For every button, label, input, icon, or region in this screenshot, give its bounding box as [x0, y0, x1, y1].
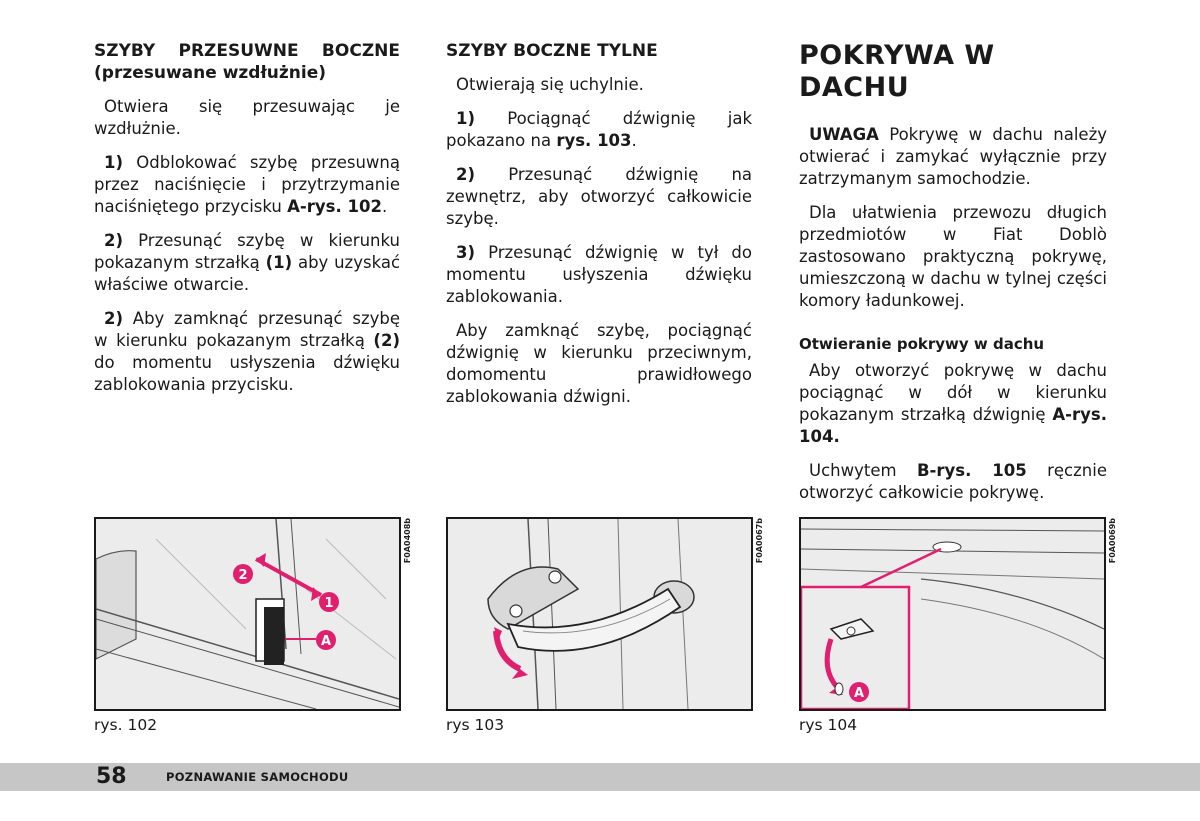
punctuation: . [631, 131, 637, 150]
callout-marker [316, 630, 336, 650]
figure-102-sliding-window [94, 517, 401, 711]
paragraph-step-lock [446, 242, 752, 308]
illustration-sliding-window [96, 519, 399, 709]
step-text: Aby zamknąć przesunąć szybę w kierunku pokazanym strzałką [94, 309, 400, 350]
column-rear-side-windows [446, 40, 752, 420]
step-number: 2) [104, 309, 124, 328]
paragraph-step-push [446, 164, 752, 230]
heading-line-1: SZYBY PRZESUWNE BOCZNE [94, 41, 400, 61]
figure-code: F0A0067b [755, 518, 764, 564]
paragraph-step-pull [446, 108, 752, 152]
paragraph-step-open [94, 230, 400, 296]
punctuation: . [381, 197, 388, 216]
warning-text: Pokrywę w dachu należy otwierać i zamykać wyłącznie przy zatrzymanym samochodzie. [799, 125, 1107, 188]
column-sliding-windows [94, 40, 400, 408]
figure-reference: rys. 103 [556, 131, 632, 150]
warning-label: UWAGA [809, 125, 879, 144]
illustration-window-lever [448, 519, 751, 709]
figure-code: F0A0408b [403, 518, 412, 564]
step-number: 3) [456, 243, 476, 262]
step-number: 1) [456, 109, 476, 128]
paragraph-step-handle [799, 460, 1107, 504]
paragraph-step-lever [799, 360, 1107, 448]
figure-reference: A-rys. 104. [799, 405, 1107, 446]
svg-text:A: A [320, 634, 332, 649]
step-text: Przesunąć szybę w kierunku pokazanym strzałką [94, 231, 400, 272]
paragraph-description: Dla ułatwienia przewozu długich przedmiotów w Fiat Doblò zastosowano praktyczną pokrywę, umieszczoną w dachu w tylnej części komory ładunkowej. [799, 203, 1107, 310]
figure-reference: A-rys. 102 [287, 197, 382, 216]
step-number: 2) [104, 231, 124, 250]
step-text: ręcznie otworzyć całkowicie pokrywę. [799, 461, 1107, 502]
step-text: Przesunąć dźwignię na zewnętrz, aby otworzyć całkowicie szybę. [446, 165, 753, 228]
figure-caption: rys 103 [446, 716, 505, 734]
section-heading-roof-hatch: POKRYWA W DACHU [799, 40, 995, 103]
step-number: 1) [104, 153, 124, 172]
svg-text:1: 1 [324, 596, 334, 611]
svg-text:A: A [853, 686, 865, 701]
paragraph-intro: Otwierają się uchylnie. [456, 75, 644, 94]
paragraph-closing: Aby zamknąć szybę, pociągnąć dźwignię w kierunku przeciwnym, domomentu prawidłowego zablokowania dźwigni. [446, 321, 752, 406]
section-heading-sliding-windows [94, 40, 400, 84]
section-heading-rear-windows: SZYBY BOCZNE TYLNE [446, 41, 658, 61]
svg-text:2: 2 [238, 568, 248, 583]
step-text: Odblokować szybę przesuwną przez naciśnięcie i przytrzymanie naciśniętego przycisku [94, 153, 400, 216]
page-footer [0, 763, 1200, 791]
page-number: 58 [96, 764, 127, 789]
step-number: 2) [456, 165, 476, 184]
step-text: Pociągnąć dźwignię jak pokazano na [446, 109, 752, 150]
arrow-reference: (2) [373, 331, 400, 350]
figure-reference: B-rys. 105 [916, 461, 1027, 480]
step-text: Uchwytem [809, 461, 897, 480]
arrow-reference: (1) [265, 253, 293, 272]
subheading-opening: Otwieranie pokrywy w dachu [799, 335, 1045, 353]
heading-line-2: (przesuwane wzdłużnie) [94, 63, 326, 83]
figure-104-roof-hatch-lever [799, 517, 1106, 711]
step-text: aby uzyskać właściwe otwarcie. [94, 253, 401, 294]
callout-marker [849, 682, 869, 702]
paragraph-warning [799, 124, 1107, 190]
chapter-title: POZNAWANIE SAMOCHODU [166, 770, 349, 784]
column-roof-hatch [799, 40, 1107, 516]
callout-marker [319, 592, 339, 612]
illustration-roof-hatch [801, 519, 1104, 709]
figure-caption: rys. 102 [94, 716, 158, 734]
figure-code: F0A0069b [1108, 518, 1117, 564]
callout-marker [233, 564, 253, 584]
step-text: do momentu usłyszenia dźwięku zablokowania przycisku. [94, 353, 400, 394]
step-text: Przesunąć dźwignię w tył do momentu usłyszenia dźwięku zablokowania. [446, 243, 752, 306]
paragraph-step-close [94, 308, 400, 396]
step-text: Aby otworzyć pokrywę w dachu pociągnąć w dół w kierunku pokazanym strzałką dźwignię [799, 361, 1107, 424]
figure-103-rear-window-lever [446, 517, 753, 711]
paragraph-step-unlock [94, 152, 400, 218]
paragraph-intro: Otwiera się przesuwając je wzdłużnie. [94, 97, 400, 138]
figure-caption: rys 104 [799, 716, 858, 734]
